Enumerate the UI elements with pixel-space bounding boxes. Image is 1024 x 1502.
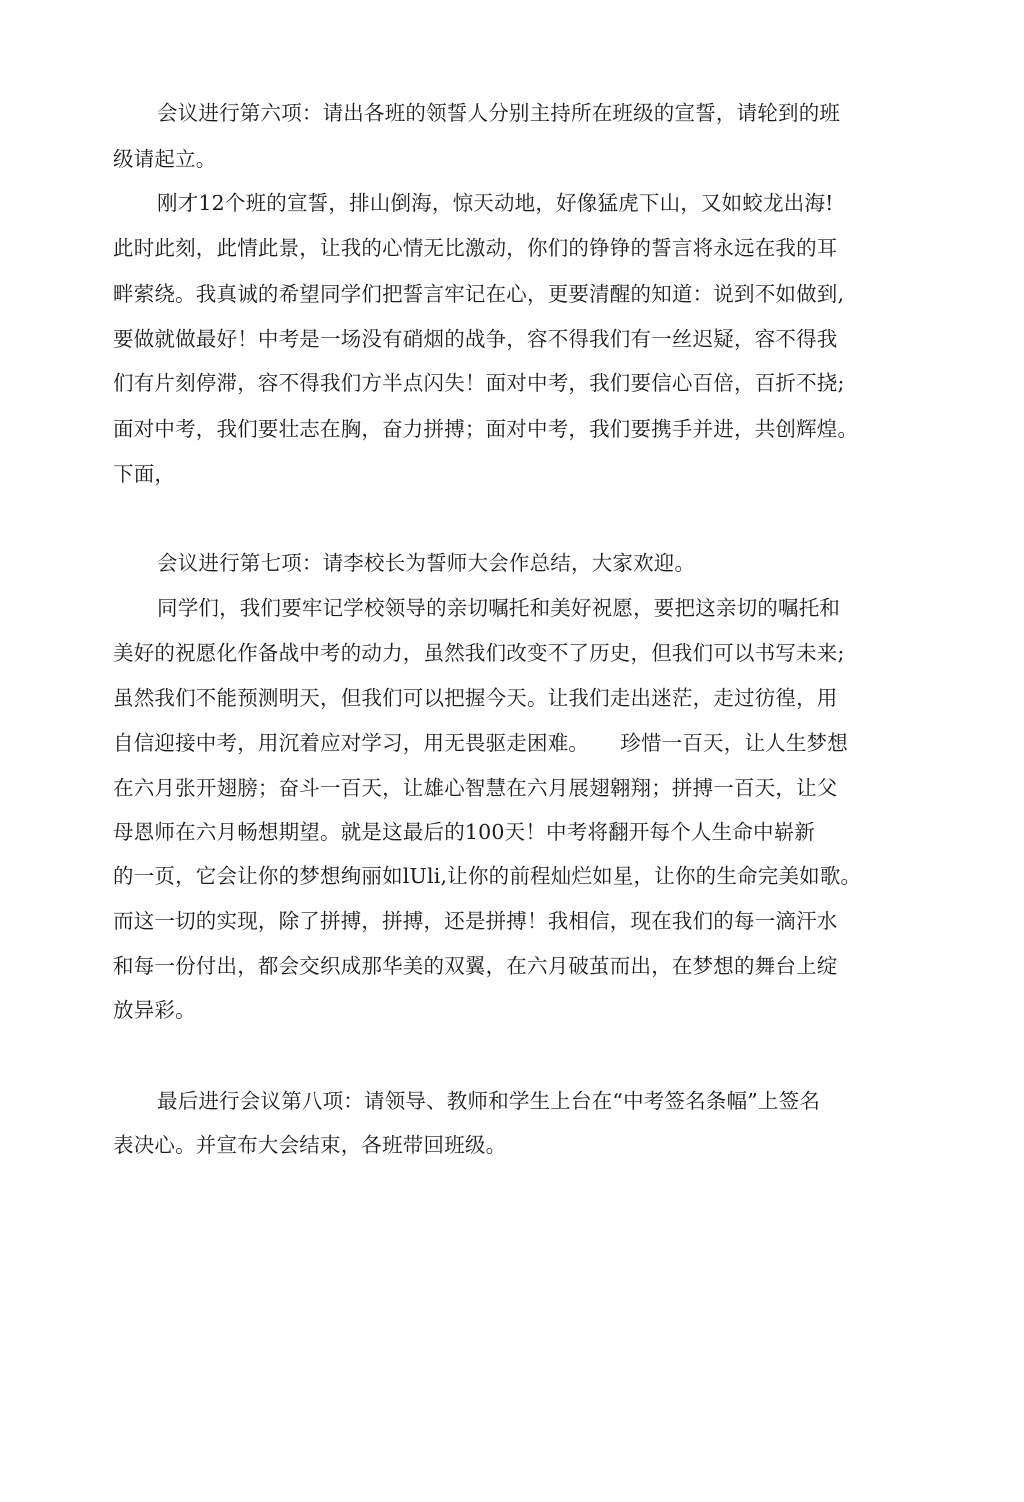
text-line: 美好的祝愿化作备战中考的动力，虽然我们改变不了历史，但我们可以书写未来; xyxy=(113,641,845,665)
text-line: 而这一切的实现，除了拼搏，拼搏，还是拼搏！我相信，现在我们的每一滴汗水 xyxy=(113,909,838,933)
text-line: 自信迎接中考，用沉着应对学习，用无畏驱走困难。 珍惜一百天，让人生梦想 xyxy=(113,731,848,755)
text-line: 和每一份付出，都会交织成那华美的双翼，在六月破茧而出，在梦想的舞台上绽 xyxy=(113,954,838,978)
text-line: 面对中考，我们要壮志在胸，奋力拼搏；面对中考，我们要携手并进，共创辉煌。 xyxy=(113,417,859,441)
text-line: 虽然我们不能预测明天，但我们可以把握今天。让我们走出迷茫，走过彷徨，用 xyxy=(113,686,838,710)
text-line: 级请起立。 xyxy=(113,147,217,171)
text-line: 下面， xyxy=(113,462,176,486)
text-line: 同学们，我们要牢记学校领导的亲切嘱托和美好祝愿，要把这亲切的嘱托和 xyxy=(157,596,841,620)
text-line: 最后进行会议第八项：请领导、教师和学生上台在“中考签名条幅”上签名 xyxy=(157,1089,821,1113)
text-line: 母恩师在六月畅想期望。就是这最后的100天！中考将翻开每个人生命中崭新 xyxy=(113,820,816,844)
text-line: 的一页，它会让你的梦想绚丽如lUli,让你的前程灿烂如星，让你的生命完美如歌。 xyxy=(113,864,862,888)
text-line: 畔萦绕。我真诚的希望同学们把誓言牢记在心，更要清醒的知道：说到不如做到, xyxy=(113,282,845,306)
text-line: 表决心。并宣布大会结束，各班带回班级。 xyxy=(113,1133,507,1157)
text-line: 此时此刻，此情此景，让我的心情无比激动，你们的铮铮的誓言将永远在我的耳 xyxy=(113,236,838,260)
text-line: 在六月张开翅膀；奋斗一百天，让雄心智慧在六月展翅翱翔；拼搏一百天，让父 xyxy=(113,776,838,800)
text-line: 放异彩。 xyxy=(113,998,196,1022)
text-line: 会议进行第六项：请出各班的领誓人分别主持所在班级的宣誓，请轮到的班 xyxy=(157,101,841,125)
text-line: 会议进行第七项：请李校长为誓师大会作总结，大家欢迎。 xyxy=(157,551,696,575)
text-line: 刚才12个班的宣誓，排山倒海，惊天动地，好像猛虎下山，又如蛟龙出海! xyxy=(157,191,834,215)
text-line: 要做就做最好！中考是一场没有硝烟的战争，容不得我们有一丝迟疑，容不得我 xyxy=(113,327,838,351)
text-line: 们有片刻停滞，容不得我们方半点闪失！面对中考，我们要信心百倍，百折不挠; xyxy=(113,371,845,395)
